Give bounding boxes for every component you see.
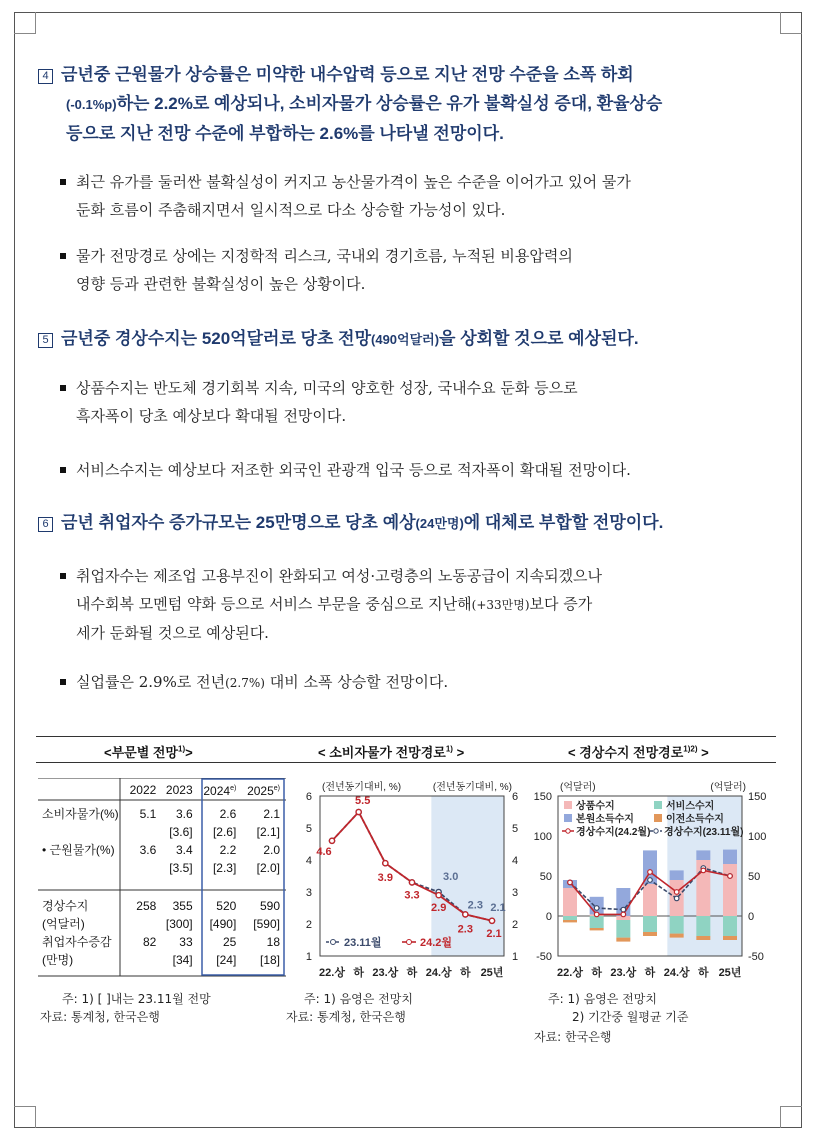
data-label-new: 2.3 [457, 923, 473, 936]
section-5-heading: 5 금년중 경상수지는 520억달러로 당초 전망(490억달러)을 상회할 것으로 예상된다. [38, 324, 780, 354]
bar-segment-이전소득수지 [723, 936, 737, 940]
ca-chart [528, 776, 780, 986]
bar-segment-상품수지 [723, 864, 737, 916]
table-row: [3.5] [2.3] [2.0] [169, 861, 280, 875]
legend-label-old: 23.11월 [344, 937, 382, 949]
x-tick-label: 23.상 [610, 967, 637, 979]
table-title: <부문별 전망$^{1)}$> [104, 744, 193, 760]
bar-segment-이전소득수지 [643, 932, 657, 936]
table-row: [3.6] [2.6] [2.1] [169, 825, 280, 839]
x-tick-label: 25년 [480, 967, 504, 979]
table-row: 취업자수증감 82 33 25 18 [42, 935, 280, 949]
x-tick-label: 하 [353, 967, 364, 979]
bar-segment-이전소득수지 [696, 936, 710, 940]
data-label-new: 2.9 [431, 902, 447, 915]
legend-marker-old [331, 940, 336, 945]
data-point-old [621, 907, 626, 912]
bullet-square [60, 253, 66, 259]
y-tick-right: 4 [512, 855, 519, 867]
bar-segment-이전소득수지 [616, 938, 630, 942]
x-tick-label: 하 [460, 967, 471, 979]
section-6-heading: 6 금년 취업자수 증가규모는 25만명으로 당초 예상(24만명)에 대체로 부합할 전망이다. [38, 508, 780, 538]
bar-segment-서비스수지 [670, 916, 684, 934]
cpi-source: 자료: 통계청, 한국은행 [286, 1010, 406, 1024]
data-label-new: 3.9 [377, 872, 393, 885]
x-tick-label: 22.상 [319, 967, 345, 979]
bar-segment-서비스수지 [563, 916, 577, 920]
y-tick-right: 100 [748, 831, 767, 843]
bar-segment-서비스수지 [696, 916, 710, 936]
data-label-old: 3.0 [443, 871, 459, 883]
ca-chart-title: < 경상수지 전망경로$^{1)2)}$ > [568, 744, 709, 760]
section-number: 5 [38, 333, 53, 348]
y-tick-left: 4 [305, 855, 312, 867]
data-label-new: 5.5 [355, 795, 371, 807]
left-unit-label: (전년동기대비, %) [322, 782, 402, 793]
x-tick-label: 24.상 [663, 967, 690, 979]
bar-segment-이전소득수지 [563, 920, 577, 922]
ca-footnote-1: 주: 1) 음영은 전망치 [548, 992, 657, 1006]
bullet-item: 취업자수는 제조업 고용부진이 완화되고 여성·고령층의 노동공급이 지속되겠으나 내수회복 모멘텀 약화 등으로 서비스 부문을 중심으로 지난해(+33만명)보다 증가 세가 둔화될 것으로 예상된다. [60, 562, 780, 647]
y-tick-left: 5 [305, 823, 312, 835]
x-tick-label: 하 [591, 967, 602, 979]
y-tick-left: 6 [305, 791, 312, 803]
y-tick-left: 3 [305, 887, 312, 899]
cpi-footnote: 주: 1) 음영은 전망치 [304, 992, 413, 1006]
data-label-old: 2.3 [467, 899, 483, 912]
data-point-new [463, 912, 468, 917]
corner-mark [780, 12, 802, 34]
y-tick-left: 150 [533, 791, 552, 803]
legend-swatch-goods [564, 801, 572, 809]
data-point-new [621, 912, 626, 917]
x-tick-label: 23.상 [372, 967, 399, 979]
right-unit-label: (전년동기대비, %) [432, 782, 512, 793]
heading-line: (-0.1%p)하는 2.2%로 예상되나, 소비자물가 상승률은 유가 불확실성 증대, 환율상승 [66, 94, 663, 113]
data-point-new [594, 912, 599, 917]
corner-mark [14, 12, 36, 34]
data-label-old: 2.1 [490, 901, 506, 914]
corner-mark [780, 1106, 802, 1128]
bullet-square [60, 467, 66, 473]
bar-segment-상품수지 [643, 884, 657, 916]
legend-label-ca-old: 경상수지(23.11월) [664, 827, 744, 838]
bullet-square [60, 573, 66, 579]
figure-title-rule [36, 762, 776, 763]
data-point-old [648, 878, 653, 883]
data-point-new [356, 809, 361, 814]
y-tick-right: -50 [748, 951, 764, 963]
cpi-chart-title: < 소비자물가 전망경로$^{1)}$ > [318, 744, 465, 760]
table-row: 경상수지 258 355 520 590 [42, 899, 280, 913]
data-point-new [383, 861, 388, 866]
data-point-new [674, 890, 679, 895]
table-source: 자료: 통계청, 한국은행 [40, 1010, 160, 1024]
legend-label-services: 서비스수지 [666, 801, 715, 812]
y-tick-left: 100 [533, 831, 552, 843]
bar-segment-이전소득수지 [670, 934, 684, 938]
x-tick-label: 22.상 [557, 967, 583, 979]
bullet-item: 최근 유가를 둘러싼 불확실성이 커지고 농산물가격이 높은 수준을 이어가고 있어 물가 둔화 흐름이 주춤해지면서 일시적으로 다소 상승할 가능성이 있다. [60, 168, 780, 224]
x-tick-label: 25년 [718, 967, 742, 979]
legend-label-goods: 상품수지 [576, 801, 615, 812]
y-tick-right: 3 [512, 887, 519, 899]
y-tick-right: 150 [748, 791, 767, 803]
bar-segment-본원소득수지 [696, 850, 710, 860]
section-number: 6 [38, 517, 53, 532]
left-unit-label: (억달러) [560, 782, 596, 793]
table-row: • 근원물가(%) 3.6 3.4 2.2 2.0 [42, 843, 280, 857]
bar-segment-상품수지 [563, 888, 577, 916]
cpi-chart [290, 776, 530, 986]
bar-segment-서비스수지 [723, 916, 737, 936]
section-number: 4 [38, 69, 53, 84]
y-tick-left: 2 [305, 919, 312, 931]
bullet-item: 서비스수지는 예상보다 저조한 외국인 관광객 입국 등으로 적자폭이 확대될 전망이다. [60, 456, 780, 484]
x-tick-label: 하 [644, 967, 656, 979]
x-tick-label: 하 [698, 967, 709, 979]
legend-label-new: 24.2월 [420, 937, 453, 949]
figure-top-rule [36, 736, 776, 737]
table-row: (억달러) [300] [490] [590] [42, 917, 280, 931]
table-row: (만명) [34] [24] [18] [42, 953, 280, 967]
data-point-new [436, 893, 441, 898]
data-label-new: 3.3 [404, 889, 420, 902]
bullet-item: 실업률은 2.9%로 전년(2.7%) 대비 소폭 상승할 전망이다. [60, 668, 780, 697]
heading-line: 금년중 근원물가 상승률은 미약한 내수압력 등으로 지난 전망 수준을 소폭 하회 [61, 65, 634, 84]
data-label-new: 4.6 [316, 845, 332, 858]
legend-marker-ca-old [654, 829, 658, 833]
heading-line: 등으로 지난 전망 수준에 부합하는 2.6%를 나타낼 전망이다. [66, 124, 504, 143]
legend-swatch-primary [564, 814, 572, 822]
x-tick-label: 24.상 [425, 967, 452, 979]
table-footnote: 주: 1) [ ]내는 23.11월 전망 [62, 992, 211, 1006]
bullet-square [60, 385, 66, 391]
table-row: 소비자물가(%) 5.1 3.6 2.6 2.1 [42, 807, 280, 821]
data-point-new [648, 870, 653, 875]
data-point-new [489, 918, 494, 923]
bar-segment-서비스수지 [643, 916, 657, 932]
y-tick-right: 1 [512, 951, 519, 963]
y-tick-right: 50 [748, 871, 761, 883]
bar-segment-서비스수지 [590, 916, 604, 928]
bullet-square [60, 679, 66, 685]
data-point-old [594, 906, 599, 911]
bar-segment-이전소득수지 [590, 928, 604, 930]
corner-mark [14, 1106, 36, 1128]
data-point-new [701, 868, 706, 873]
data-point-new [329, 838, 334, 843]
right-unit-label: (억달러) [710, 782, 746, 793]
y-tick-left: 1 [305, 951, 312, 963]
table-header-row: 2022 2023 2024$^{e)}$ 2025$^{e)}$ [129, 783, 280, 798]
legend-marker-ca-new [566, 829, 570, 833]
y-tick-right: 2 [512, 919, 519, 931]
data-label-new: 2.1 [486, 927, 502, 940]
y-tick-left: -50 [536, 951, 552, 963]
bar-segment-서비스수지 [616, 920, 630, 938]
ca-source: 자료: 한국은행 [534, 1030, 612, 1044]
y-tick-right: 6 [512, 791, 519, 803]
legend-marker-new [407, 940, 412, 945]
data-point-old [674, 896, 679, 901]
y-tick-right: 0 [748, 911, 755, 923]
legend-label-secondary: 이전소득수지 [666, 814, 724, 825]
ca-footnote-2: 2) 기간중 월평균 기준 [572, 1010, 689, 1024]
x-tick-label: 하 [406, 967, 418, 979]
legend-label-ca-new: 경상수지(24.2월) [576, 827, 651, 838]
section-4-heading [38, 60, 780, 148]
bar-segment-본원소득수지 [670, 870, 684, 880]
legend-swatch-services [654, 801, 662, 809]
legend-swatch-secondary [654, 814, 662, 822]
legend-label-primary: 본원소득수지 [576, 814, 634, 825]
y-tick-left: 50 [539, 871, 552, 883]
data-point-new [728, 874, 733, 879]
data-point-new [568, 880, 573, 885]
y-tick-right: 5 [512, 823, 519, 835]
bullet-item: 상품수지는 반도체 경기회복 지속, 미국의 양호한 성장, 국내수요 둔화 등으로 흑자폭이 당초 예상보다 확대될 전망이다. [60, 374, 780, 430]
forecast-table [40, 780, 282, 969]
bullet-item: 물가 전망경로 상에는 지정학적 리스크, 국내외 경기흐름, 누적된 비용압력의 영향 등과 관련한 불확실성이 높은 상황이다. [60, 242, 780, 298]
bullet-square [60, 179, 66, 185]
bar-segment-본원소득수지 [723, 850, 737, 864]
data-point-new [409, 880, 414, 885]
y-tick-left: 0 [545, 911, 552, 923]
